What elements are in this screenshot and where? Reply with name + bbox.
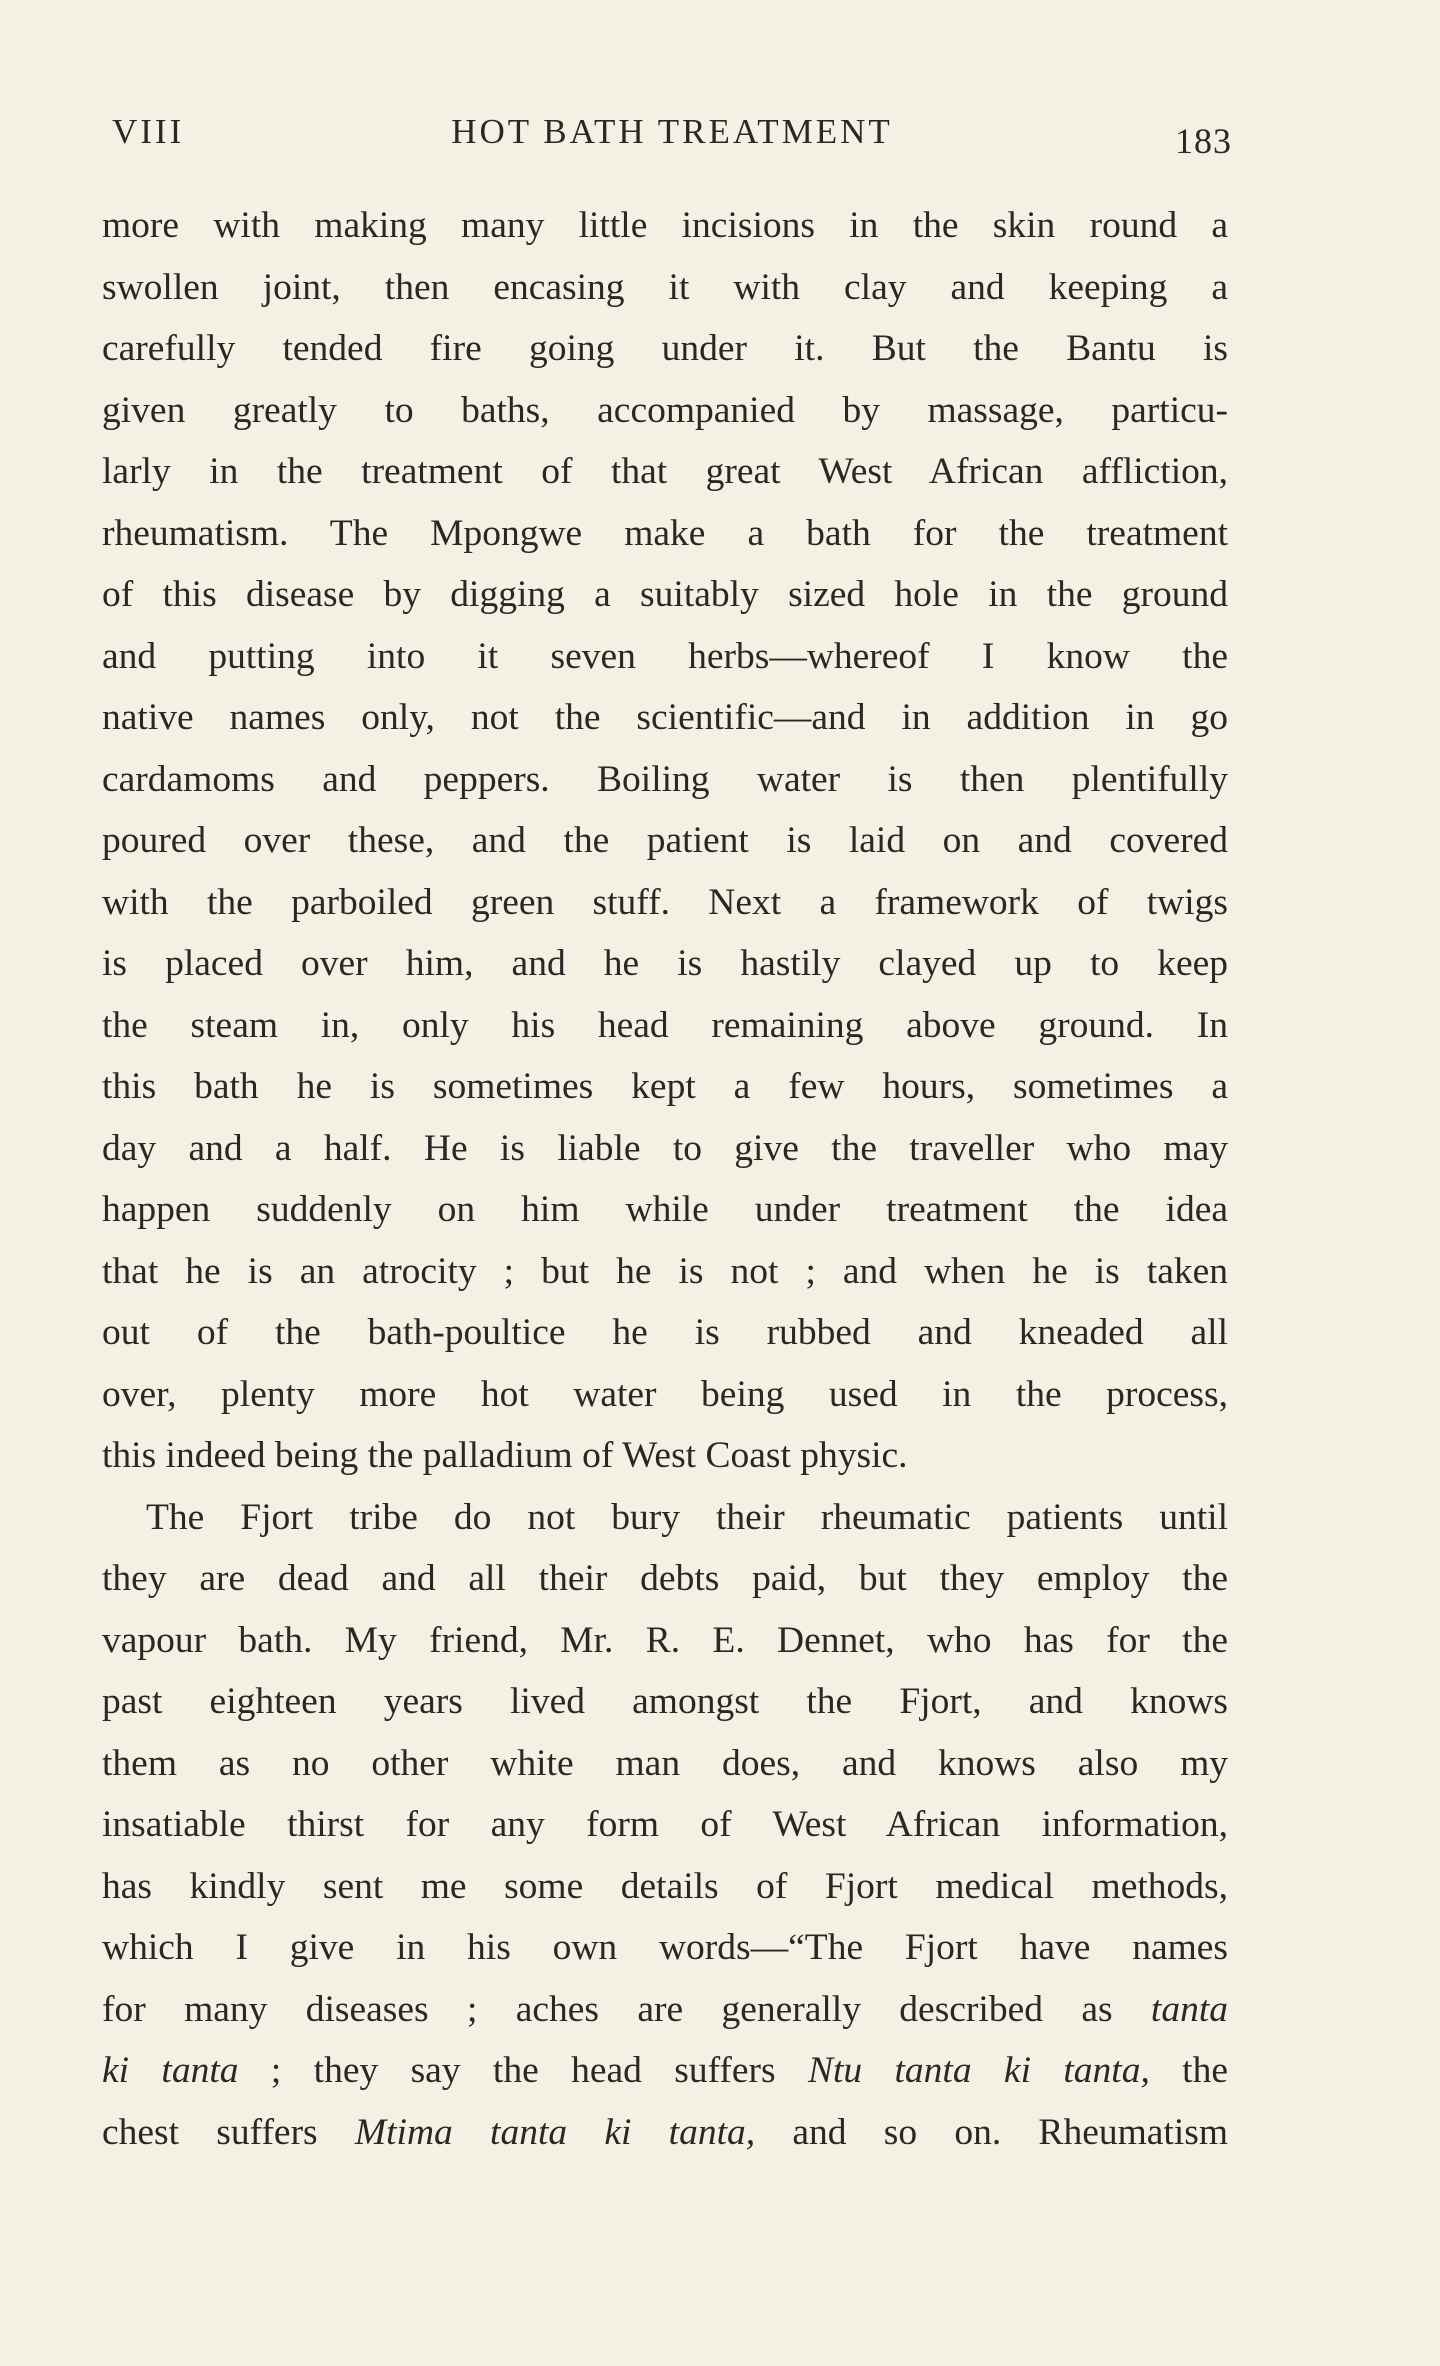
- text-line: rheumatism. The Mpongwe make a bath for the treatment: [102, 512, 1228, 554]
- text-line: them as no other white man does, and knows also my: [102, 1742, 1228, 1784]
- running-title: HOT BATH TREATMENT: [451, 112, 893, 151]
- text-line: and putting into it seven herbs—whereof I know the: [102, 635, 1228, 677]
- text-run: and so on. Rheumatism: [755, 2111, 1228, 2153]
- text-line: the steam in, only his head remaining above ground. In: [102, 1004, 1228, 1046]
- italic-term: tanta: [1150, 1988, 1228, 2030]
- body-text: [102, 195, 1228, 2163]
- text-line: [102, 2102, 1228, 2164]
- text-line: [102, 1979, 1228, 2041]
- italic-term: Mtima tanta ki tanta,: [354, 2111, 756, 2153]
- text-line: this bath he is sometimes kept a few hours, sometimes a: [102, 1066, 1228, 1107]
- text-line: has kindly sent me some details of Fjort medical methods,: [102, 1865, 1228, 1907]
- text-line: native names only, not the scientific—and in addition in go: [102, 697, 1228, 738]
- text-line: which I give in his own words—“The Fjort have names: [102, 1927, 1228, 1968]
- text-line: poured over these, and the patient is laid on and covered: [102, 820, 1228, 861]
- text-run: for many diseases ; aches are generally described as: [102, 1988, 1151, 2030]
- italic-term: Ntu tanta ki tanta,: [807, 2050, 1150, 2091]
- chapter-number: VIII: [112, 112, 185, 151]
- text-line: cardamoms and peppers. Boiling water is then plentifully: [102, 758, 1228, 800]
- text-line: this indeed being the palladium of West Coast physic.: [102, 1435, 908, 1476]
- text-line: [102, 2040, 1228, 2102]
- text-line: is placed over him, and he is hastily clayed up to keep: [102, 943, 1228, 984]
- text-line: happen suddenly on him while under treatment the idea: [102, 1189, 1228, 1230]
- text-line: more with making many little incisions in the skin round a: [102, 205, 1228, 246]
- text-line: carefully tended fire going under it. But the Bantu is: [102, 328, 1228, 369]
- text-line: out of the bath-poultice he is rubbed and kneaded all: [102, 1312, 1228, 1353]
- italic-term: ki tanta: [102, 2050, 239, 2091]
- text-line: insatiable thirst for any form of West African information,: [102, 1804, 1228, 1845]
- text-line: vapour bath. My friend, Mr. R. E. Dennet, who has for the: [102, 1619, 1228, 1661]
- text-line: given greatly to baths, accompanied by massage, particu-: [102, 389, 1228, 431]
- text-line: over, plenty more hot water being used in the process,: [102, 1373, 1228, 1415]
- text-line: The Fjort tribe do not bury their rheumatic patients until: [146, 1496, 1228, 1538]
- text-line: of this disease by digging a suitably sized hole in the ground: [102, 574, 1228, 615]
- text-line: past eighteen years lived amongst the Fjort, and knows: [102, 1681, 1228, 1722]
- page-number: 183: [1175, 121, 1232, 161]
- text-line: that he is an atrocity ; but he is not ; and when he is taken: [102, 1250, 1228, 1292]
- text-run: ; they say the head suffers: [238, 2050, 808, 2091]
- text-line: day and a half. He is liable to give the traveller who may: [102, 1127, 1228, 1169]
- text-run: chest suffers: [102, 2111, 355, 2153]
- text-line: larly in the treatment of that great West African affliction,: [102, 451, 1228, 492]
- text-line: swollen joint, then encasing it with clay and keeping a: [102, 266, 1228, 308]
- text-line: they are dead and all their debts paid, but they employ the: [102, 1558, 1228, 1599]
- running-head: [112, 108, 1232, 161]
- text-line: with the parboiled green stuff. Next a framework of twigs: [102, 881, 1228, 923]
- text-run: the: [1149, 2050, 1228, 2091]
